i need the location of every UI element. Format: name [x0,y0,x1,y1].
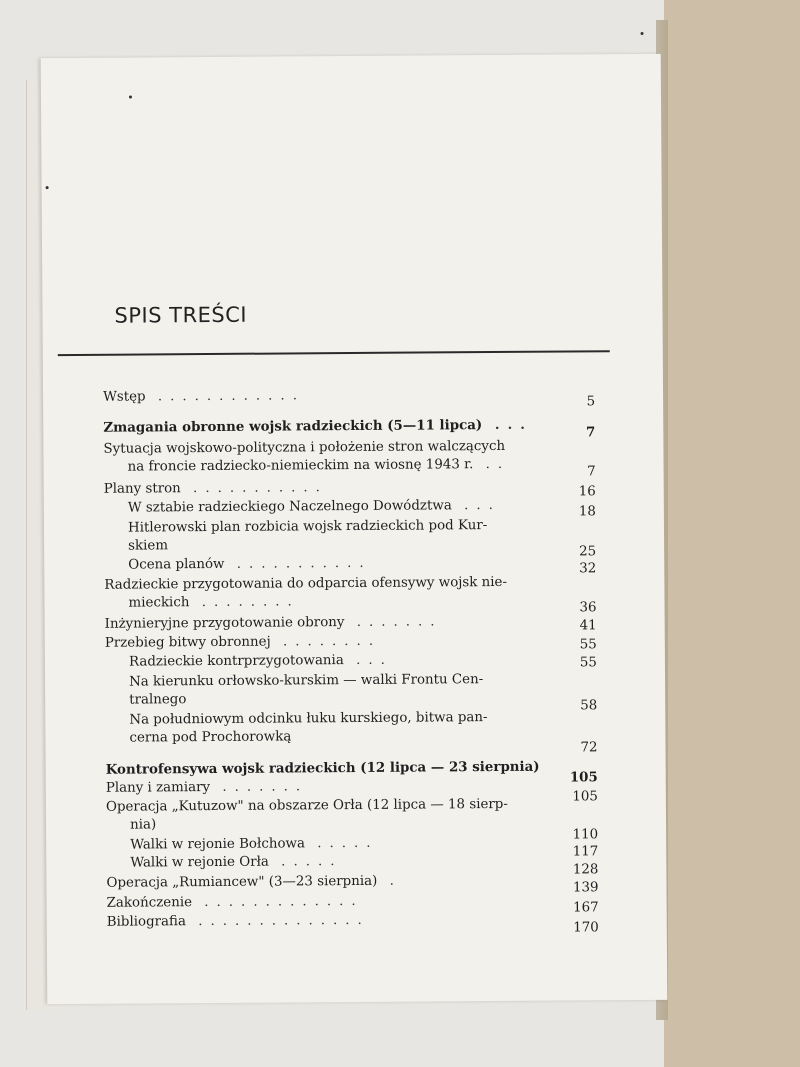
toc-page-number: 105 [572,789,598,805]
toc-page-number: 36 [579,600,597,616]
toc-entry-line: Plany stron ........... [103,480,328,497]
toc-page-number: 58 [580,698,598,714]
toc-page-number: 5 [586,394,596,410]
page-mark [46,186,49,189]
toc-page-number: 25 [579,544,597,560]
toc-entry-line: Bibliografia .............. [106,912,370,930]
toc-entry-line: Walki w rejonie Bołchowa ..... [130,835,379,853]
toc-page-number: 16 [578,484,596,500]
toc-entry-line: Przebieg bitwy obronnej ........ [104,633,382,651]
toc-entry-line: mieckich ........ [128,594,300,611]
toc-page-number: 117 [572,844,599,860]
toc-entry-line: Radzieckie przygotowania do odparcia ofensywy wojsk nie- [104,574,508,593]
toc-page-number: 7 [587,464,596,480]
leader-dots: ............. [191,893,364,911]
leader-dots: .. [473,456,511,473]
toc-entry-line: Kontrofensywa wojsk radzieckich (12 lipca — 23 sierpnia) [105,758,540,778]
toc-entry-line: Hitlerowski plan rozbicia wojsk radzieckich pod Kur- [127,518,488,536]
leader-dots: ....... [209,779,309,796]
toc-entry-line: Operacja „Rumiancew" (3—23 sierpnia) . [106,873,402,891]
page-mark [641,32,644,35]
toc-page-number: 18 [578,504,596,520]
leader-dots: ... [451,497,501,514]
toc-entry-line: nia) [130,817,157,833]
leader-dots: ........ [189,594,300,611]
toc-entry-line: Na kierunku orłowsko-kurskim — walki Frontu Cen- [129,672,484,690]
toc-entry-line: tralnego [129,692,187,708]
toc-entry-line: cerna pod Prochorowką [129,729,292,746]
leader-dots: ........ [270,633,382,650]
leader-dots: ... [482,416,533,434]
leader-dots: . [377,873,402,889]
toc-page-number: 139 [572,880,599,896]
toc-entry-line: na froncie radziecko-niemieckim na wiosnę 1943 r. .. [127,456,511,475]
leader-dots: .............. [185,912,370,930]
toc-entry-line: Zmagania obronne wojsk radzieckich (5—11 lipca) ... [103,416,533,436]
toc-entry-line: Inżynieryjne przygotowanie obrony ....... [104,614,443,632]
toc-entry-line: Radzieckie kontrprzygotowania ... [128,652,393,670]
toc-entry-line: Na południowym odcinku łuku kurskiego, bitwa pan- [129,710,488,728]
leader-dots: ............ [145,388,305,405]
toc-entry-line: Walki w rejonie Orła ..... [130,854,343,871]
page-mark [129,96,132,99]
toc-page-number: 128 [572,862,599,878]
page-title: SPIS TREŚCI [114,302,248,328]
leader-dots: ..... [304,835,379,852]
toc-page-number: 7 [585,424,596,441]
toc-entry-line: Ocena planów ........... [128,555,372,573]
toc-page-number: 55 [579,637,597,653]
facing-page [664,0,800,1067]
toc-entry-line: Wstęp ............ [103,388,305,405]
book-page [41,54,668,1004]
toc-page-number: 55 [579,655,597,671]
toc-entry-line: W sztabie radzieckiego Naczelnego Dowództwa ... [127,497,501,516]
toc-entry-line: Sytuacja wojskowo-polityczna i położenie stron walczących [103,438,506,457]
leader-dots: ........... [180,480,328,497]
leader-dots: ..... [268,854,343,870]
toc-page-number: 167 [573,900,599,916]
toc-page-number: 170 [573,920,599,936]
toc-entry-line: Plany i zamiary ....... [105,779,309,796]
toc-page-number: 72 [580,740,598,756]
leader-dots: ... [343,652,393,669]
toc-entry-line: skiem [128,538,169,554]
title-divider [58,350,610,356]
toc-entry-line: Operacja „Kutuzow" na obszarze Orła (12 lipca — 18 sierp- [105,796,508,815]
toc-page-number: 32 [579,561,597,577]
toc-page-number: 105 [569,769,598,786]
leader-dots: ....... [344,614,443,631]
toc-entry-line: Zakończenie ............. [106,893,364,911]
toc-page-number: 41 [579,618,597,634]
toc-page-number: 110 [572,827,599,843]
leader-dots: ........... [224,555,372,572]
